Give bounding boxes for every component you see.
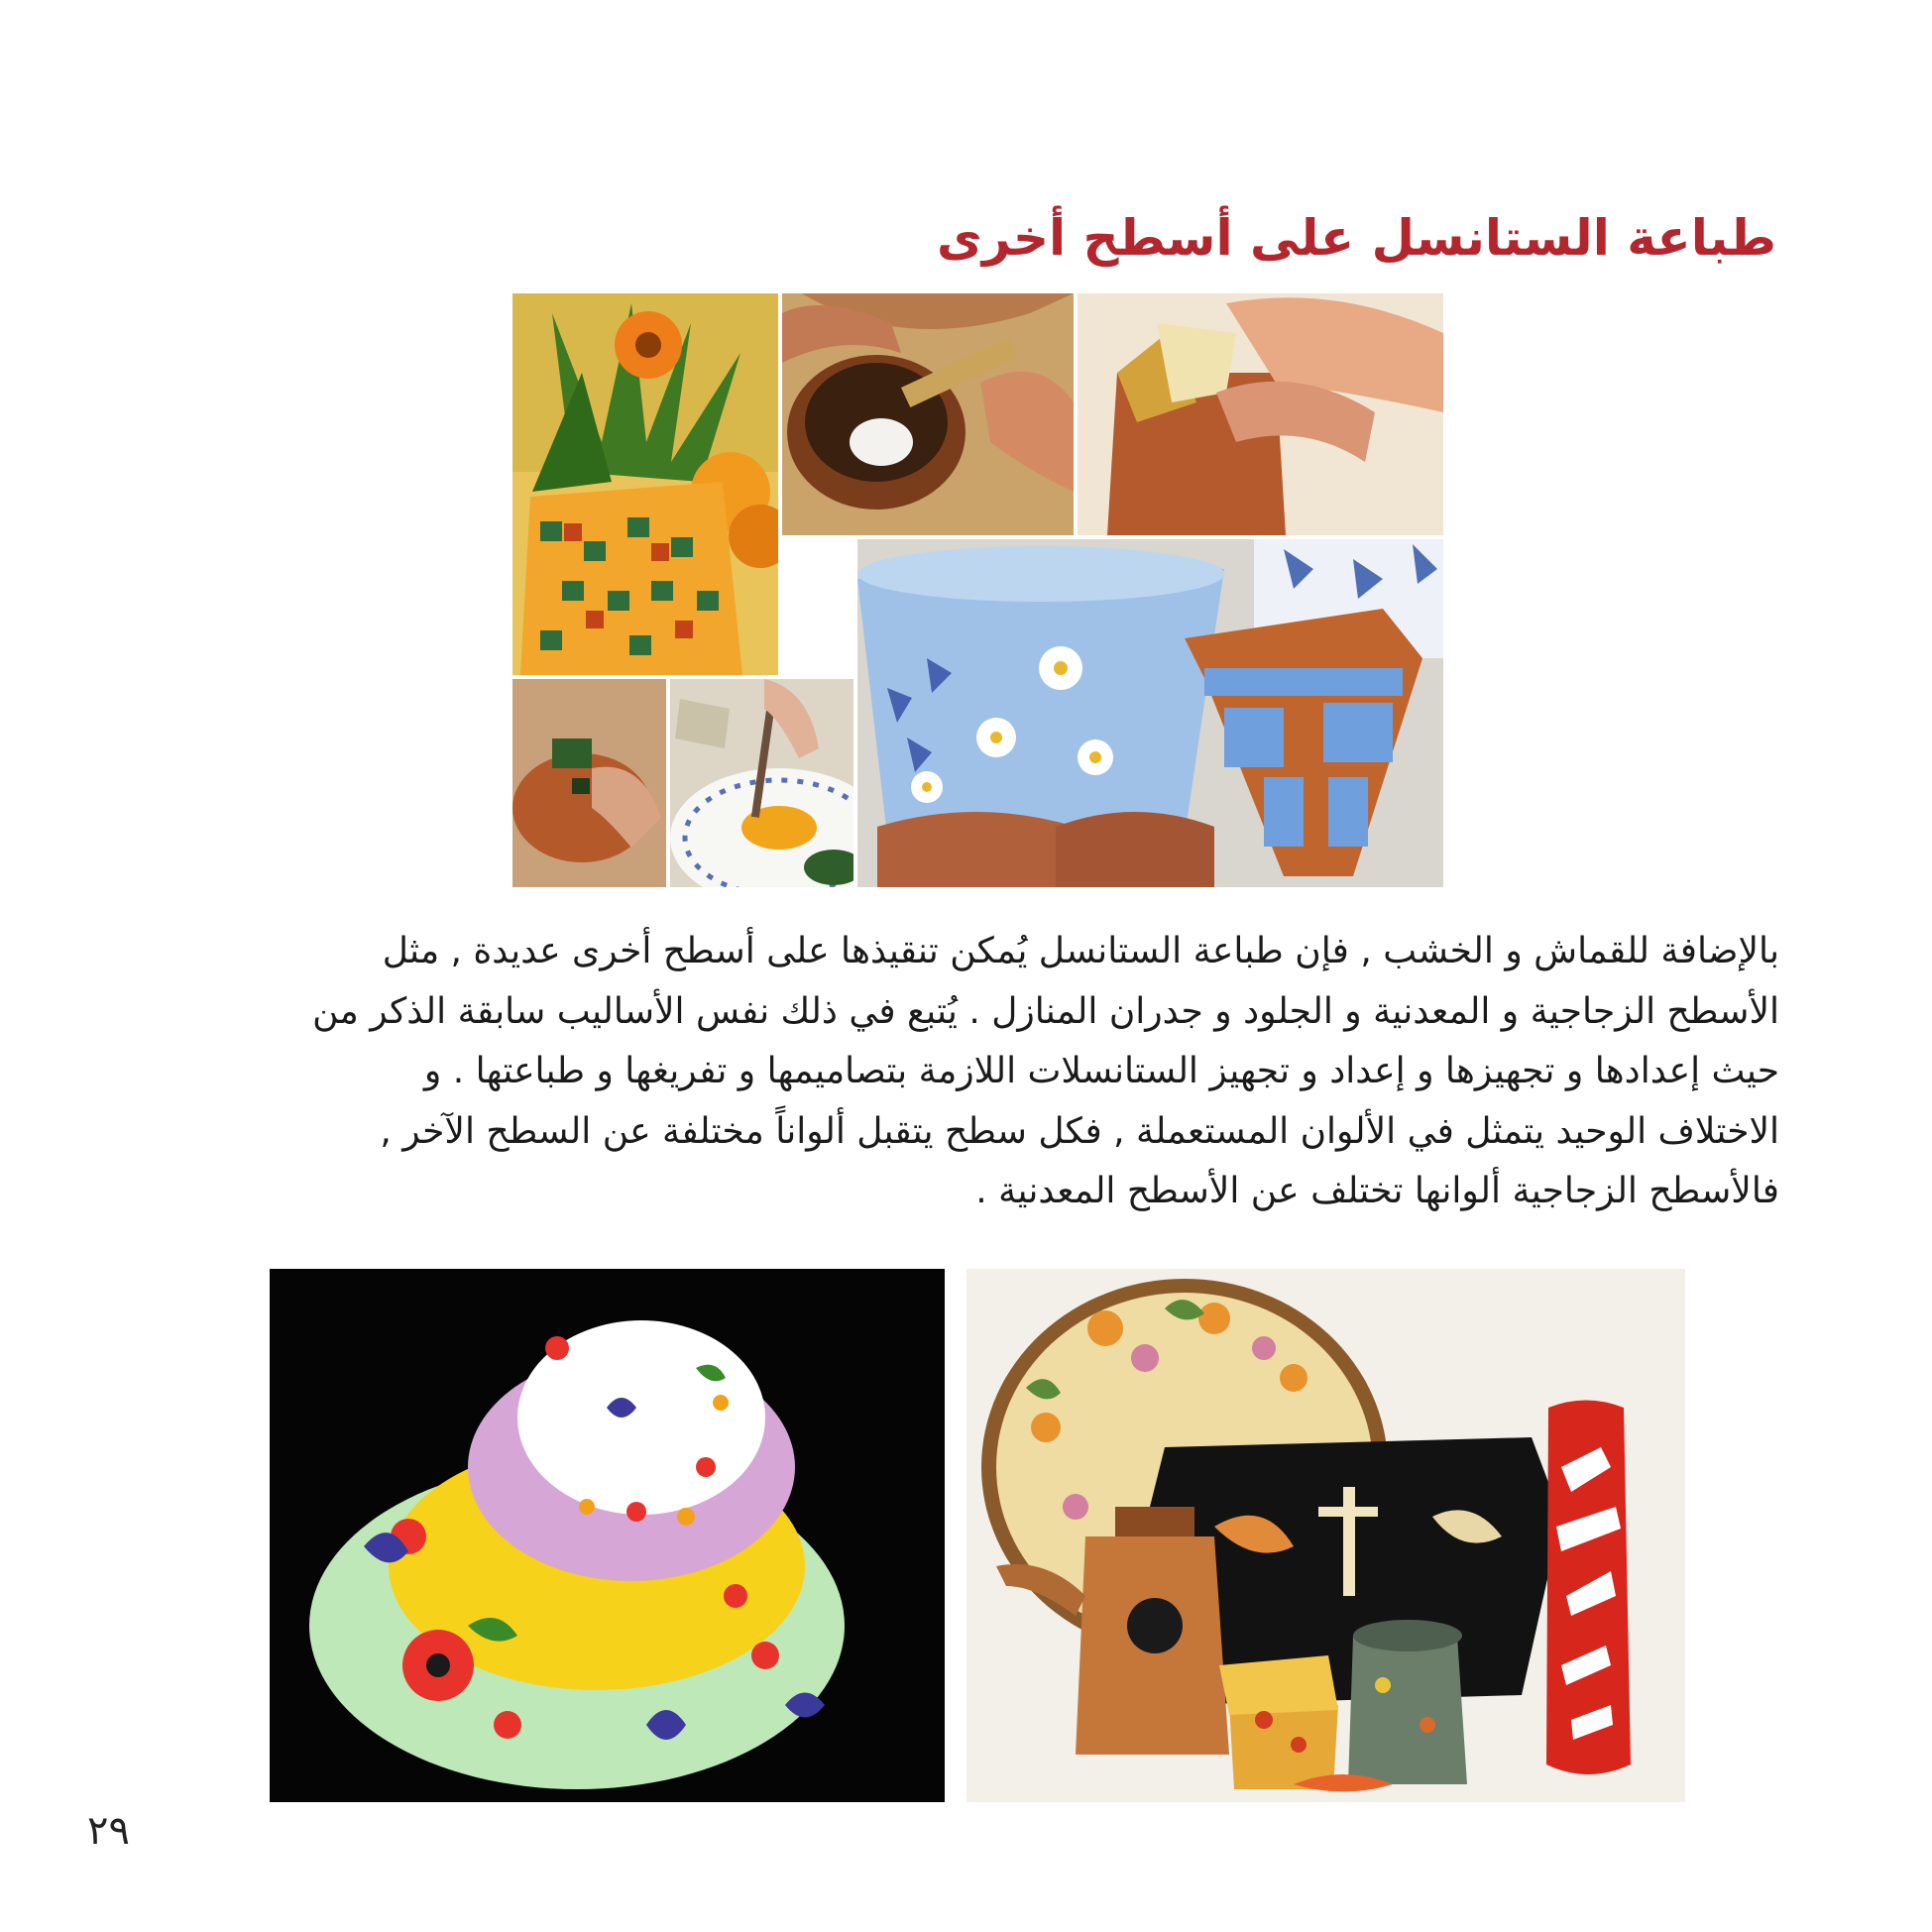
painted-plates-photo bbox=[270, 1269, 945, 1802]
plate-painting-photo bbox=[670, 679, 853, 887]
pottery-collage bbox=[512, 293, 1443, 887]
page-number: ٢٩ bbox=[87, 1808, 130, 1854]
paragraph-line: الاختلاف الوحيد يتمثل في الألوان المستعملة , فكل سطح يتقبل ألواناً مختلفة عن السطح الآخر , bbox=[380, 1110, 1779, 1152]
page-title: طباعة الستانسل على أسطح أخرى bbox=[937, 209, 1776, 267]
painted-metalware-photo bbox=[966, 1269, 1685, 1802]
paragraph-line: بالإضافة للقماش و الخشب , فإن طباعة الستانسل يُمكن تنقيذها على أسطح أخرى عديدة , مثل bbox=[382, 931, 1779, 971]
flower-pot-photo bbox=[512, 293, 778, 675]
paragraph-line: الأسطح الزجاجية و المعدنية و الجلود و جدران المنازل . يُتبع في ذلك نفس الأساليب سابقة الذكر من bbox=[312, 990, 1779, 1032]
sponge-pot-photo bbox=[512, 679, 666, 887]
pot-stencil-photo bbox=[1078, 293, 1443, 535]
paragraph-line: حيث إعدادها و تجهيزها و إعداد و تجهيز الستانسلات اللازمة بتصاميمها و تفريغها و طباعتها . و bbox=[423, 1051, 1779, 1091]
bowl-painting-photo bbox=[782, 293, 1074, 535]
body-paragraph bbox=[139, 922, 1779, 1222]
blue-pot-photo bbox=[857, 539, 1443, 887]
paragraph-line: فالأسطح الزجاجية ألوانها تختلف عن الأسطح المعدنية . bbox=[975, 1171, 1779, 1211]
